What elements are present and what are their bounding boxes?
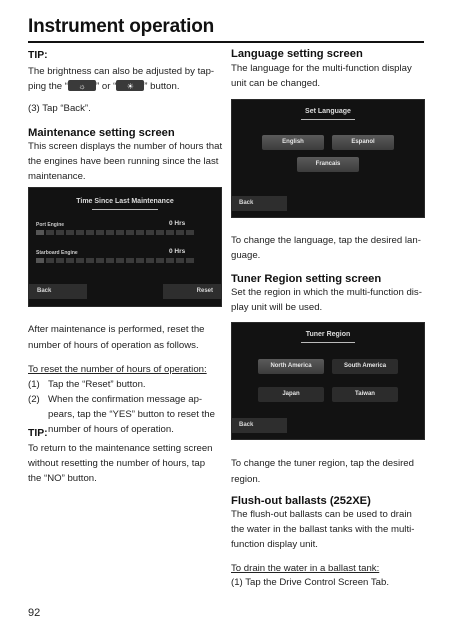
body-text: To change the tuner region, tap the desired xyxy=(231,458,414,469)
body-text: Set the region in which the multi-function dis- xyxy=(231,287,422,298)
procedure-heading: To drain the water in a ballast tank: xyxy=(231,563,380,574)
tip-text-line: The brightness can also be adjusted by tap- xyxy=(28,66,215,77)
starboard-engine-gauge xyxy=(36,258,216,264)
section-heading: Language setting screen xyxy=(231,48,363,60)
region-option-taiwan[interactable]: Taiwan xyxy=(332,387,398,402)
region-option-japan[interactable]: Japan xyxy=(258,387,324,402)
screen-title-rule xyxy=(92,209,158,210)
section-heading: Tuner Region setting screen xyxy=(231,273,382,285)
back-button[interactable]: Back xyxy=(232,196,287,211)
port-engine-gauge xyxy=(36,230,216,236)
body-text: The flush-out ballasts can be used to drain xyxy=(231,509,412,520)
tuner-region-screen xyxy=(231,322,425,440)
body-text: the water in the ballast tanks with the multi- xyxy=(231,524,415,535)
port-engine-hours: 0 Hrs xyxy=(169,220,186,227)
body-text: To change the language, tap the desired lan- xyxy=(231,235,421,246)
body-text: After maintenance is performed, reset the xyxy=(28,324,205,335)
body-text: The language for the multi-function display xyxy=(231,63,412,74)
screen-title: Tuner Region xyxy=(305,331,351,338)
title-divider xyxy=(28,41,424,43)
region-option-south-america[interactable]: South America xyxy=(332,359,398,374)
brightness-down-button-icon: ☼ xyxy=(68,80,96,91)
back-button[interactable]: Back xyxy=(29,284,87,299)
list-number: (1) xyxy=(28,379,40,390)
list-item: (1) Tap the Drive Control Screen Tab. xyxy=(231,577,390,588)
tip-text-line xyxy=(28,79,179,94)
list-text: When the confirmation message ap- xyxy=(48,394,203,405)
screen-title: Set Language xyxy=(305,108,351,115)
step-text: (3) Tap “Back”. xyxy=(28,103,91,114)
body-text: region. xyxy=(231,474,261,485)
list-item xyxy=(28,377,224,392)
page-title: Instrument operation xyxy=(28,16,215,37)
back-button[interactable]: Back xyxy=(232,418,287,433)
body-text: unit can be changed. xyxy=(231,78,321,89)
list-text: Tap the “Reset” button. xyxy=(48,379,146,390)
maintenance-screen xyxy=(28,187,222,307)
screen-title-rule xyxy=(301,119,355,120)
section-heading: Flush-out ballasts (252XE) xyxy=(231,495,371,507)
tip-text-fragment: ” or “ xyxy=(96,81,117,92)
language-option-espanol[interactable]: Espanol xyxy=(332,135,394,150)
language-option-english[interactable]: English xyxy=(262,135,324,150)
body-text: guage. xyxy=(231,250,261,261)
tip-label: TIP: xyxy=(28,428,48,439)
body-text: This screen displays the number of hours that xyxy=(28,141,223,152)
body-text: play unit will be used. xyxy=(231,302,323,313)
starboard-engine-hours: 0 Hrs xyxy=(169,248,186,255)
tip-text-fragment: ” button. xyxy=(144,81,180,92)
list-text: number of hours of operation. xyxy=(48,424,174,435)
tip-text-line: without resetting the number of hours, tap xyxy=(28,458,206,469)
body-text: the engines have been running since the last xyxy=(28,156,219,167)
tip-label: TIP: xyxy=(28,50,48,61)
language-screen xyxy=(231,99,425,218)
list-text: pears, tap the “YES” button to reset the xyxy=(48,409,215,420)
port-engine-label: Port Engine xyxy=(36,222,65,228)
list-number: (2) xyxy=(28,394,40,405)
screen-title-rule xyxy=(301,342,355,343)
page-number: 92 xyxy=(28,607,41,619)
tip-text-line: To return to the maintenance setting screen xyxy=(28,443,213,454)
procedure-heading: To reset the number of hours of operation: xyxy=(28,364,207,375)
screen-title: Time Since Last Maintenance xyxy=(76,198,174,205)
language-option-francais[interactable]: Francais xyxy=(297,157,359,172)
list-item xyxy=(28,392,224,437)
reset-button[interactable]: Reset xyxy=(163,284,221,299)
tip-text-fragment: ping the “ xyxy=(28,81,69,92)
body-text: function display unit. xyxy=(231,539,318,550)
body-text: maintenance. xyxy=(28,171,86,182)
tip-text-line: the “NO” button. xyxy=(28,473,97,484)
region-option-north-america[interactable]: North America xyxy=(258,359,324,374)
starboard-engine-label: Starboard Engine xyxy=(36,250,78,256)
section-heading: Maintenance setting screen xyxy=(28,127,175,139)
brightness-up-button-icon: ☀ xyxy=(116,80,144,91)
body-text: number of hours of operation as follows. xyxy=(28,340,199,351)
